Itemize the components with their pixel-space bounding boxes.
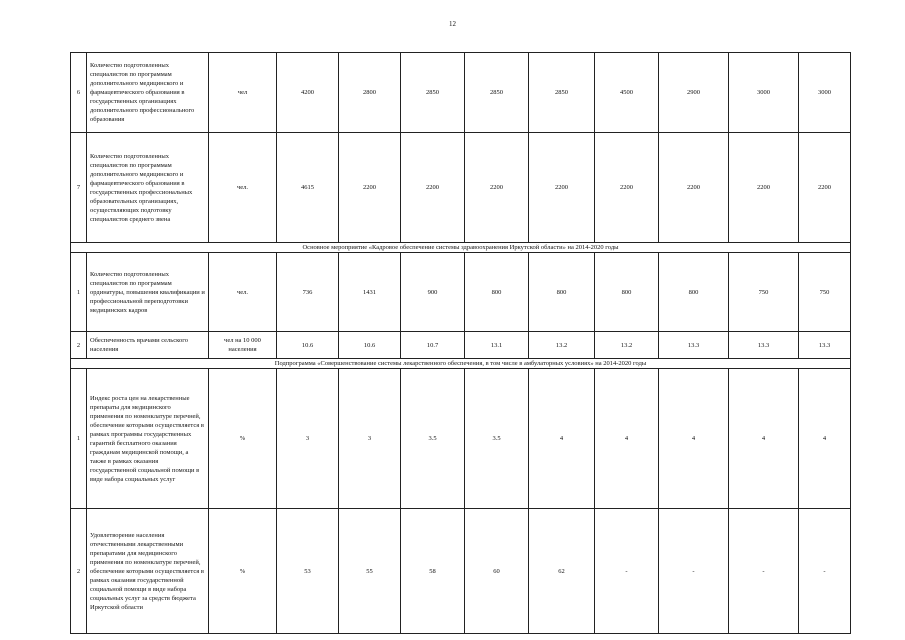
- value-cell: 750: [729, 253, 799, 332]
- unit-cell: чел.: [209, 133, 277, 243]
- table-row: [71, 53, 851, 133]
- indicator-name: Удовлетворение населения отечественными лекарственными препаратами для медицинского применения по номенклатуре перечней, обеспечение которыми осуществляется в рамках оказания государственной социальной помощи в виде набора социальных услуг за средств бюджета Иркутской области: [87, 509, 209, 634]
- value-cell: 60: [465, 509, 529, 634]
- value-cell: 2850: [529, 53, 595, 133]
- value-cell: 62: [529, 509, 595, 634]
- value-cell: 1431: [339, 253, 401, 332]
- value-cell: 10.7: [401, 332, 465, 359]
- value-cell: 13.2: [595, 332, 659, 359]
- value-cell: 58: [401, 509, 465, 634]
- value-cell: 13.3: [659, 332, 729, 359]
- value-cell: 3.5: [401, 369, 465, 509]
- value-cell: 2200: [729, 133, 799, 243]
- value-cell: -: [659, 509, 729, 634]
- section-title-lekarstvennoe: Подпрограмма «Совершенствование системы лекарственного обеспечения, в том числе в амбулаторных условиях» на 2014-2020 годы: [71, 359, 851, 369]
- value-cell: 2800: [339, 53, 401, 133]
- value-cell: 13.3: [729, 332, 799, 359]
- section-title-kadrovoe: Основное мероприятие «Кадровое обеспечение системы здравоохранения Иркутской области» на 2014-2020 годы: [71, 243, 851, 253]
- value-cell: 4500: [595, 53, 659, 133]
- table-row: [71, 133, 851, 243]
- row-number: 1: [71, 369, 87, 509]
- unit-cell: %: [209, 509, 277, 634]
- value-cell: 800: [595, 253, 659, 332]
- value-cell: 4615: [277, 133, 339, 243]
- table-row: [71, 253, 851, 332]
- table-row: [71, 369, 851, 509]
- value-cell: -: [595, 509, 659, 634]
- value-cell: 2200: [595, 133, 659, 243]
- value-cell: 4: [799, 369, 851, 509]
- value-cell: 3000: [799, 53, 851, 133]
- row-number: 7: [71, 133, 87, 243]
- page-number: 12: [449, 20, 456, 28]
- value-cell: 10.6: [277, 332, 339, 359]
- table-row: [71, 509, 851, 634]
- value-cell: 3.5: [465, 369, 529, 509]
- value-cell: -: [799, 509, 851, 634]
- row-number: 1: [71, 253, 87, 332]
- value-cell: 2200: [799, 133, 851, 243]
- value-cell: 2850: [465, 53, 529, 133]
- value-cell: 53: [277, 509, 339, 634]
- indicators-table: [70, 52, 851, 634]
- value-cell: 4: [595, 369, 659, 509]
- value-cell: 2200: [529, 133, 595, 243]
- section-row: [71, 359, 851, 369]
- value-cell: 4: [659, 369, 729, 509]
- value-cell: 13.3: [799, 332, 851, 359]
- row-number: 2: [71, 509, 87, 634]
- value-cell: 2200: [401, 133, 465, 243]
- value-cell: 3000: [729, 53, 799, 133]
- unit-cell: чел.: [209, 253, 277, 332]
- value-cell: 10.6: [339, 332, 401, 359]
- indicator-name: Количество подготовленных специалистов по программам дополнительного медицинского и фармацевтического образования в государственных организациях дополнительного профессионального образования: [87, 53, 209, 133]
- indicator-name: Индекс роста цен на лекарственные препараты для медицинского применения по номенклатуре перечней, обеспечение которыми осуществляется в рамках программы государственных гарантий бесплатного оказания гражданам медицинской помощи, а также в рамках оказания государственной социальной помощи в виде набора социальных услуг: [87, 369, 209, 509]
- value-cell: 800: [529, 253, 595, 332]
- indicator-name: Обеспеченность врачами сельского населения: [87, 332, 209, 359]
- value-cell: 4: [729, 369, 799, 509]
- value-cell: 55: [339, 509, 401, 634]
- value-cell: 13.2: [529, 332, 595, 359]
- indicator-name: Количество подготовленных специалистов по программам ординатуры, повышения квалификации и профессиональной переподготовки медицинских кадров: [87, 253, 209, 332]
- value-cell: 3: [277, 369, 339, 509]
- value-cell: 800: [465, 253, 529, 332]
- value-cell: 736: [277, 253, 339, 332]
- value-cell: 2900: [659, 53, 729, 133]
- value-cell: 800: [659, 253, 729, 332]
- value-cell: 2200: [465, 133, 529, 243]
- value-cell: 2200: [339, 133, 401, 243]
- table-row: [71, 332, 851, 359]
- unit-cell: чел: [209, 53, 277, 133]
- value-cell: 750: [799, 253, 851, 332]
- value-cell: 13.1: [465, 332, 529, 359]
- unit-cell: чел на 10 000 населения: [209, 332, 277, 359]
- unit-cell: %: [209, 369, 277, 509]
- value-cell: 2850: [401, 53, 465, 133]
- value-cell: 4: [529, 369, 595, 509]
- row-number: 6: [71, 53, 87, 133]
- value-cell: 3: [339, 369, 401, 509]
- indicator-name: Количество подготовленных специалистов по программам дополнительного медицинского и фармацевтического образования в государственных профессиональных образовательных организациях, осуществляющих подготовку специалистов среднего звена: [87, 133, 209, 243]
- row-number: 2: [71, 332, 87, 359]
- value-cell: -: [729, 509, 799, 634]
- value-cell: 900: [401, 253, 465, 332]
- value-cell: 4200: [277, 53, 339, 133]
- value-cell: 2200: [659, 133, 729, 243]
- section-row: [71, 243, 851, 253]
